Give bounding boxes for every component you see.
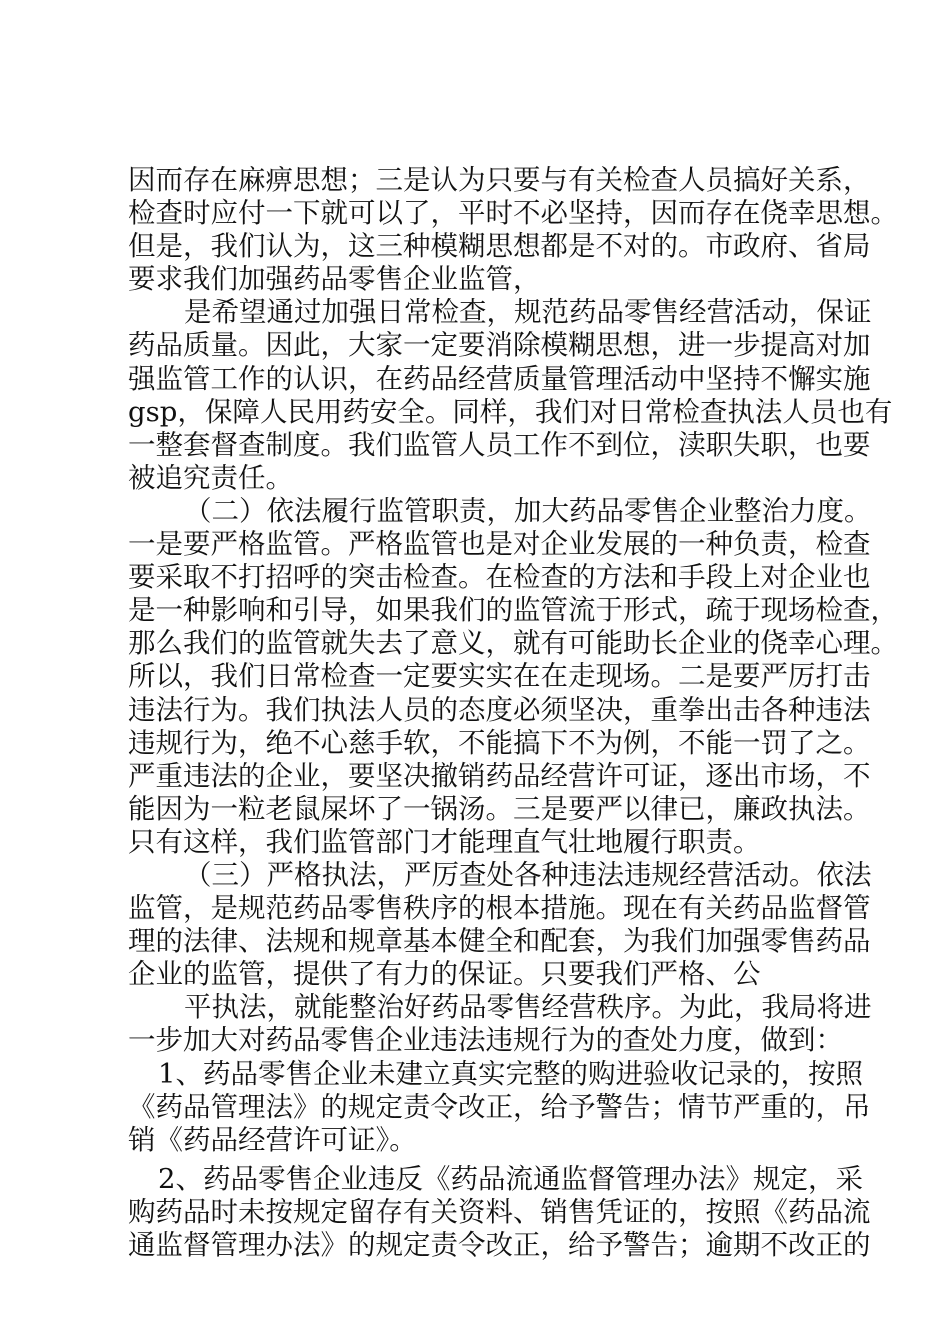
text-line: 是希望通过加强日常检查，规范药品零售经营活动，保证 bbox=[184, 296, 872, 329]
text-line: gsp，保障人民用药安全。同样，我们对日常检查执法人员也有 bbox=[128, 395, 893, 428]
section-heading-2: （二）依法履行监管职责，加大药品零售企业整治力度。 bbox=[184, 494, 872, 527]
text-line: 企业的监管，提供了有力的保证。只要我们严格、公 bbox=[128, 958, 761, 991]
document-body bbox=[128, 164, 898, 1262]
text-line: 购药品时未按规定留存有关资料、销售凭证的，按照《药品流 bbox=[128, 1195, 871, 1228]
text-line: 通监督管理办法》的规定责令改正，给予警告；逾期不改正的 bbox=[128, 1229, 871, 1261]
text-line: 要采取不打招呼的突击检查。在检查的方法和手段上对企业也 bbox=[128, 561, 871, 594]
text-line: 强监管工作的认识，在药品经营质量管理活动中坚持不懈实施 bbox=[128, 362, 871, 395]
text-line: 要求我们加强药品零售企业监管， bbox=[128, 263, 541, 296]
text-line: 检查时应付一下就可以了，平时不必坚持，因而存在侥幸思想。 bbox=[128, 197, 898, 230]
text-line: 《药品管理法》的规定责令改正，给予警告；情节严重的，吊 bbox=[128, 1090, 871, 1123]
text-line: 平执法，就能整治好药品零售经营秩序。为此，我局将进 bbox=[184, 991, 872, 1024]
text-line: 被追究责任。 bbox=[128, 461, 293, 494]
text-line: 一是要严格监管。严格监管也是对企业发展的一种负责，检查 bbox=[128, 528, 871, 561]
text-line: 违法行为。我们执法人员的态度必须坚决，重拳出击各种违法 bbox=[128, 693, 871, 726]
text-line: 因而存在麻痹思想；三是认为只要与有关检查人员搞好关系， bbox=[128, 164, 871, 196]
text-line: 只有这样，我们监管部门才能理直气壮地履行职责。 bbox=[128, 825, 761, 858]
list-item-2: 2、药品零售企业违反《药品流通监督管理办法》规定，采 bbox=[158, 1162, 863, 1195]
text-line: 理的法律、法规和规章基本健全和配套，为我们加强零售药品 bbox=[128, 925, 871, 958]
list-item-1: 1、药品零售企业未建立真实完整的购进验收记录的，按照 bbox=[158, 1057, 863, 1090]
text-line: 监管，是规范药品零售秩序的根本措施。现在有关药品监督管 bbox=[128, 892, 871, 925]
text-line: 那么我们的监管就失去了意义，就有可能助长企业的侥幸心理。 bbox=[128, 627, 898, 660]
text-line: 药品质量。因此，大家一定要消除模糊思想，进一步提高对加 bbox=[128, 329, 871, 362]
text-line: 严重违法的企业，要坚决撤销药品经营许可证，逐出市场，不 bbox=[128, 759, 871, 792]
text-line: 一步加大对药品零售企业违法违规行为的查处力度，做到： bbox=[128, 1024, 843, 1057]
text-line: 所以，我们日常检查一定要实实在在走现场。二是要严厉打击 bbox=[128, 660, 871, 693]
text-line: 一整套督查制度。我们监管人员工作不到位，渎职失职，也要 bbox=[128, 428, 871, 461]
section-heading-3: （三）严格执法，严厉查处各种违法违规经营活动。依法 bbox=[184, 858, 872, 891]
text-line: 但是，我们认为，这三种模糊思想都是不对的。市政府、省局 bbox=[128, 230, 871, 263]
text-line: 能因为一粒老鼠屎坏了一锅汤。三是要严以律已，廉政执法。 bbox=[128, 792, 871, 825]
text-line: 是一种影响和引导，如果我们的监管流于形式，疏于现场检查， bbox=[128, 594, 898, 627]
text-line: 违规行为，绝不心慈手软，不能搞下不为例，不能一罚了之。 bbox=[128, 726, 871, 759]
text-line: 销《药品经营许可证》。 bbox=[128, 1123, 417, 1156]
